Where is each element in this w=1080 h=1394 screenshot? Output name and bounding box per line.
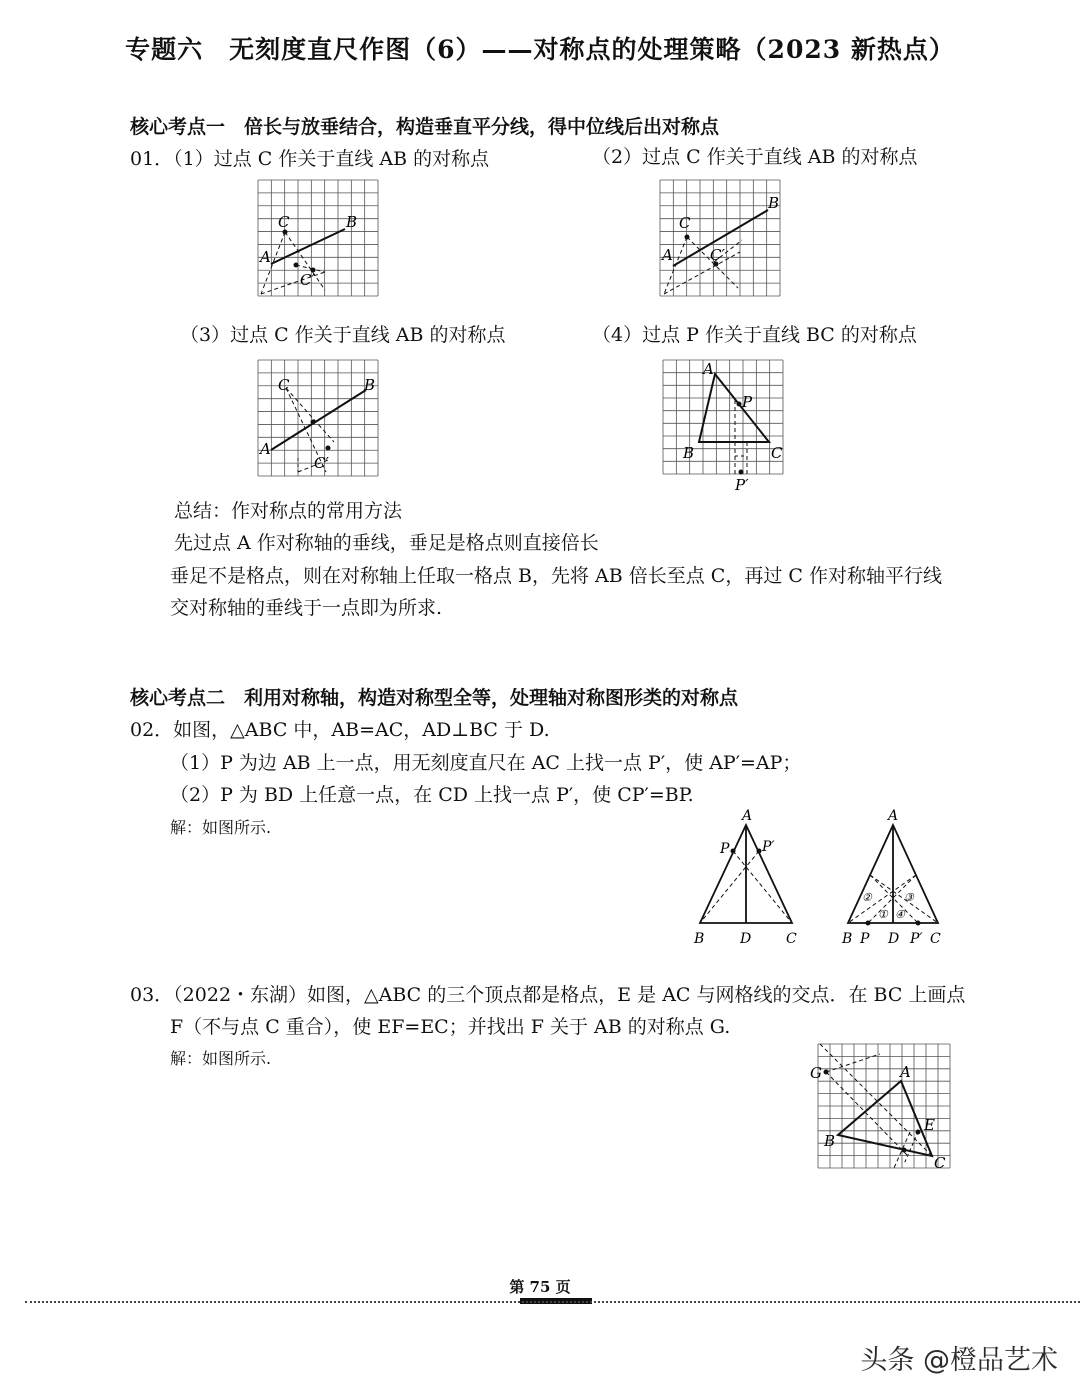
point-p <box>866 921 871 926</box>
label-p-prime: P′ <box>735 476 749 494</box>
q02-part2: （2）P 为 BD 上任意一点，在 CD 上找一点 P′，使 CP′=BP. <box>170 784 694 806</box>
label-c-prime: C′ <box>314 454 329 472</box>
label-a: A <box>260 440 271 458</box>
label-b: B <box>824 1132 836 1150</box>
label-p: P <box>720 841 730 857</box>
label-circled-2: ② <box>862 891 872 904</box>
footer-divider <box>25 1301 1080 1303</box>
label-a: A <box>888 808 899 824</box>
figure-q03 <box>808 1044 953 1174</box>
point-p-prime <box>739 470 744 475</box>
q01-part3: （3）过点 C 作关于直线 AB 的对称点 <box>180 324 506 346</box>
label-e: E <box>924 1116 935 1134</box>
point-p <box>737 402 742 407</box>
label-c: C <box>786 931 797 947</box>
q03-line2: F（不与点 C 重合），使 EF=EC；并找出 F 关于 AB 的对称点 G. <box>170 1016 731 1038</box>
label-b: B <box>683 444 695 462</box>
summary-line3: 交对称轴的垂线于一点即为所求. <box>170 597 443 619</box>
figure-q01-2 <box>660 180 782 298</box>
label-c: C <box>278 213 290 231</box>
q01-part4: （4）过点 P 作关于直线 BC 的对称点 <box>592 324 917 346</box>
figure-q01-4 <box>663 360 791 494</box>
label-g: G <box>810 1064 822 1082</box>
label-c: C <box>930 931 941 947</box>
figure-q01-3 <box>258 360 380 478</box>
q02-part1: （1）P 为边 AB 上一点，用无刻度直尺在 AC 上找一点 P′，使 AP′=AP； <box>170 752 802 774</box>
figure-q02-2 <box>838 805 958 950</box>
label-p: P <box>860 931 870 947</box>
label-p: P <box>742 393 753 411</box>
point-p <box>731 849 736 854</box>
label-c: C <box>679 214 691 232</box>
point-g <box>824 1070 829 1075</box>
label-a: A <box>703 360 714 378</box>
page-title: 专题六 无刻度直尺作图（6）——对称点的处理策略（2023 新热点） <box>125 35 955 64</box>
segment-ab <box>271 229 345 264</box>
section2-heading: 核心考点二 利用对称轴，构造对称型全等，处理轴对称图形类的对称点 <box>130 687 739 709</box>
grid <box>663 360 783 474</box>
label-p-prime: P′ <box>910 931 923 947</box>
point-e <box>916 1130 921 1135</box>
label-c: C <box>278 376 290 394</box>
summary-title: 总结：作对称点的常用方法 <box>174 500 403 522</box>
figure-q01-1 <box>258 180 380 298</box>
figure-q02-1 <box>690 805 810 950</box>
label-circled-1: ① <box>878 908 888 921</box>
label-c: C <box>934 1154 946 1172</box>
q02-stem: 02．如图，△ABC 中，AB=AC，AD⊥BC 于 D. <box>130 719 550 741</box>
label-b: B <box>842 931 853 947</box>
label-d: D <box>888 931 900 947</box>
label-circled-3: ③ <box>904 891 914 904</box>
label-a: A <box>260 248 271 266</box>
label-b: B <box>346 213 358 231</box>
page-number: 第 75 页 <box>509 1278 571 1296</box>
grid <box>258 180 378 296</box>
summary-line1: 先过点 A 作对称轴的垂线，垂足是格点则直接倍长 <box>174 532 599 554</box>
label-c: C <box>771 444 783 462</box>
q01-part2: （2）过点 C 作关于直线 AB 的对称点 <box>592 146 918 168</box>
label-p-prime: P′ <box>762 839 775 855</box>
q01-part1: 01．（1）过点 C 作关于直线 AB 的对称点 <box>130 148 490 170</box>
point-c-prime <box>294 263 299 268</box>
label-a: A <box>742 808 753 824</box>
grid-point <box>311 420 316 425</box>
section1-heading: 核心考点一 倍长与放垂结合，构造垂直平分线，得中位线后出对称点 <box>130 116 720 138</box>
label-c-prime: C′ <box>300 271 315 289</box>
point-f <box>902 1148 907 1153</box>
construction-line <box>904 1132 918 1164</box>
point-p-prime <box>757 849 762 854</box>
watermark: 头条 @橙品艺术 <box>860 1345 1058 1376</box>
label-b: B <box>768 194 780 212</box>
q03-solution: 解：如图所示. <box>170 1049 272 1068</box>
construction-line <box>664 252 740 294</box>
label-b: B <box>694 931 705 947</box>
label-circled-4: ④ <box>895 908 905 921</box>
q02-solution: 解：如图所示. <box>170 818 272 837</box>
label-a: A <box>662 246 673 264</box>
triangle-abc <box>699 374 769 442</box>
q03-line1: 03．（2022・东湖）如图，△ABC 的三个顶点都是格点，E 是 AC 与网格线的交点．在 BC 上画点 <box>130 984 966 1006</box>
point-c-prime <box>326 446 331 451</box>
label-a: A <box>900 1063 911 1081</box>
label-b: B <box>364 376 376 394</box>
label-d: D <box>740 931 752 947</box>
point-c <box>685 235 690 240</box>
summary-line2: 垂足不是格点，则在对称轴上任取一格点 B，先将 AB 倍长至点 C，再过 C 作对称轴平行线 <box>170 565 942 587</box>
point-p-prime <box>916 921 921 926</box>
label-c-prime: C′ <box>710 246 725 264</box>
